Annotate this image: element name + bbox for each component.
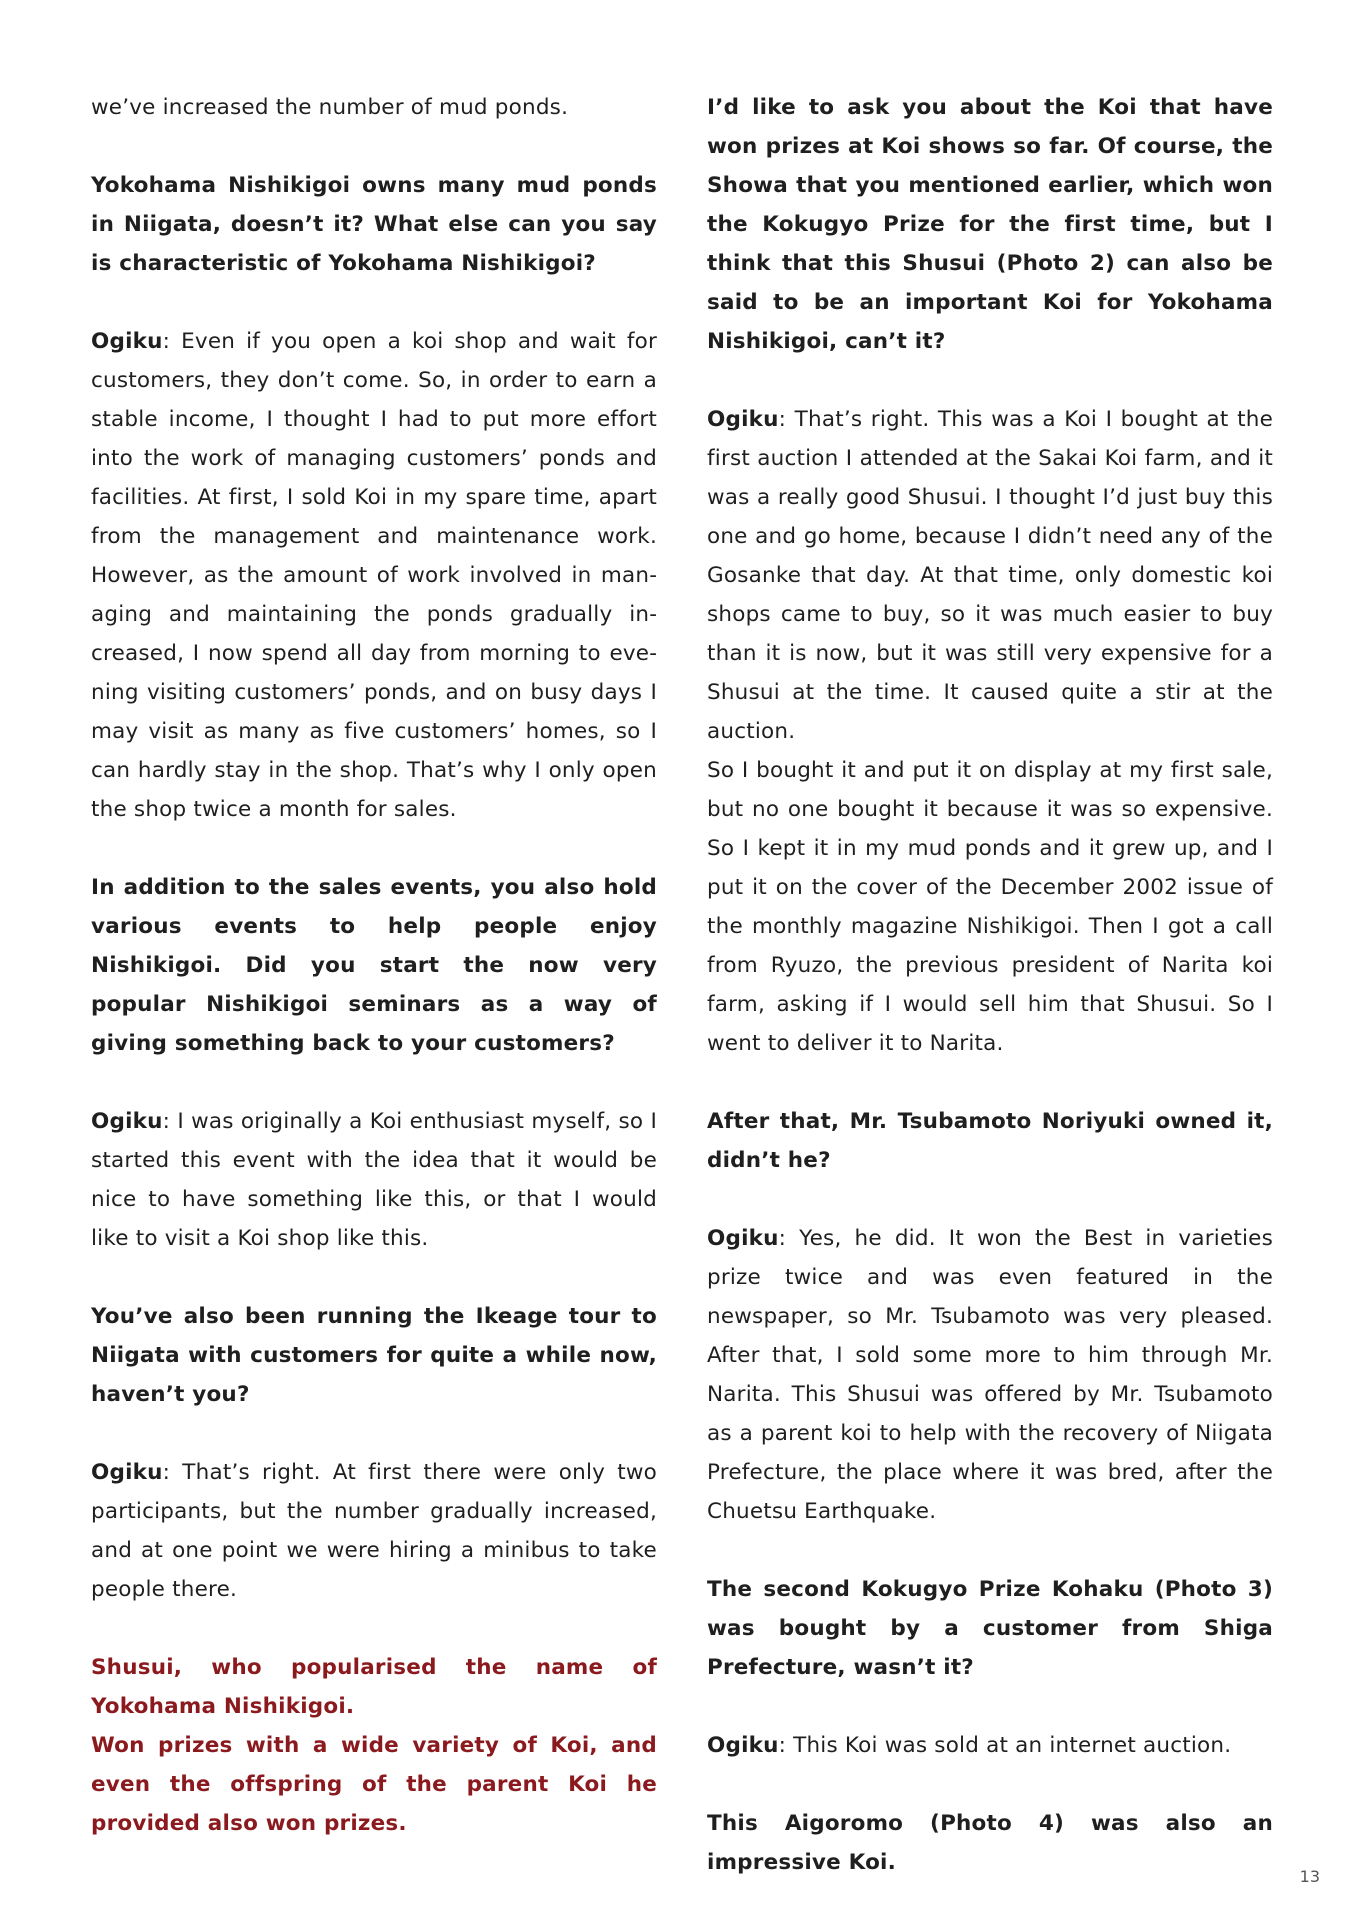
- left-column: [91, 88, 657, 1882]
- answer-text: : That’s right. At first there were only two participants, but the number gradually increased, and at one point we were hiring a minibus to take people there.: [91, 1460, 657, 1602]
- question-text: In addition to the sales events, you also hold various events to help people enjoy Nishikigoi. Did you start the now very popular Nishikigoi seminars as a way of giving something back to your customers?: [91, 875, 657, 1056]
- answer-text: : This Koi was sold at an internet auction.: [778, 1733, 1232, 1758]
- speaker-name: Ogiku: [91, 329, 163, 354]
- speaker-name: Ogiku: [91, 1109, 163, 1134]
- question-text: This Aigoromo (Photo 4) was also an impressive Koi.: [707, 1811, 1273, 1875]
- speaker-name: Ogiku: [707, 1733, 779, 1758]
- interview-answer-continued: [707, 751, 1273, 1063]
- paragraph-text: we’ve increased the number of mud ponds.: [91, 95, 569, 120]
- section-heading: [91, 1726, 657, 1843]
- speaker-name: Ogiku: [707, 407, 779, 432]
- question-text: The second Kokugyo Prize Kohaku (Photo 3) was bought by a customer from Shiga Prefecture, wasn’t it?: [707, 1577, 1273, 1680]
- interview-question: [91, 868, 657, 1063]
- right-column: [707, 88, 1273, 1921]
- question-text: Yokohama Nishikigoi owns many mud ponds in Niigata, doesn’t it? What else can you say is characteristic of Yokohama Nishikigoi?: [91, 173, 657, 276]
- question-text: After that, Mr. Tsubamoto Noriyuki owned it, didn’t he?: [707, 1109, 1273, 1173]
- interview-answer: [91, 1102, 657, 1258]
- interview-answer: [707, 1726, 1273, 1765]
- interview-question: [707, 1804, 1273, 1882]
- speaker-name: Ogiku: [91, 1460, 163, 1485]
- interview-answer: [707, 1219, 1273, 1531]
- answer-text: So I bought it and put it on display at my first sale, but no one bought it because it was so expensive. So I kept it in my mud ponds and it grew up, and I put it on the cover of the December 2002 issue of the monthly magazine Nishikigoi. Then I got a call from Ryuzo, the previous president of Narita koi farm, asking if I would sell him that Shusui. So I went to deliver it to Narita.: [707, 758, 1273, 1056]
- interview-question: [91, 166, 657, 283]
- interview-question: [707, 88, 1273, 361]
- answer-text: : Yes, he did. It won the Best in varieties prize twice and was even featured in the newspaper, so Mr. Tsubamoto was very pleased. After that, I sold some more to him through Mr. Narita. This Shusui was offered by Mr. Tsubamoto as a parent koi to help with the recovery of Niigata Prefecture, the place where it was bred, after the Chuetsu Earthquake.: [707, 1226, 1273, 1524]
- section-heading-text: Shusui, who popularised the name of Yokohama Nishikigoi.: [91, 1655, 657, 1719]
- paragraph: [91, 88, 657, 127]
- interview-answer: [91, 322, 657, 829]
- section-heading-text: Won prizes with a wide variety of Koi, and even the offspring of the parent Koi he provided also won prizes.: [91, 1733, 657, 1836]
- question-text: I’d like to ask you about the Koi that have won prizes at Koi shows so far. Of course, the Showa that you mentioned earlier, which won the Kokugyo Prize for the first time, but I think that this Shusui (Photo 2) can also be said to be an important Koi for Yokohama Nishikigoi, can’t it?: [707, 95, 1273, 354]
- answer-text: : That’s right. This was a Koi I bought at the first auction I attended at the Sakai Koi farm, and it was a really good Shusui. I thought I’d just buy this one and go home, because I didn’t need any of the Gosanke that day. At that time, only domestic koi shops came to buy, so it was much easier to buy than it is now, but it was still very expensive for a Shusui at the time. It caused quite a stir at the auction.: [707, 407, 1273, 744]
- section-heading: [91, 1648, 657, 1726]
- interview-question: [91, 1297, 657, 1414]
- interview-question: [707, 1570, 1273, 1687]
- speaker-name: Ogiku: [707, 1226, 779, 1251]
- answer-text: : I was originally a Koi enthusiast myself, so I started this event with the idea that it would be nice to have something like this, or that I would like to visit a Koi shop like this.: [91, 1109, 657, 1251]
- question-text: You’ve also been running the Ikeage tour to Niigata with customers for quite a while now, haven’t you?: [91, 1304, 657, 1407]
- interview-question: [707, 1102, 1273, 1180]
- answer-text: : Even if you open a koi shop and wait for customers, they don’t come. So, in order to earn a stable income, I thought I had to put more effort into the work of managing customers’ ponds and facilities. At first, I sold Koi in my spare time, apart from the management and maintenance work. However, as the amount of work involved in managing and maintaining the ponds gradually increased, I now spend all day from morning to evening visiting customers’ ponds, and on busy days I may visit as many as five customers’ homes, so I can hardly stay in the shop. That’s why I only open the shop twice a month for sales.: [91, 329, 657, 822]
- page-number: 13: [1299, 1867, 1320, 1886]
- interview-answer: [91, 1453, 657, 1609]
- interview-answer: [707, 400, 1273, 751]
